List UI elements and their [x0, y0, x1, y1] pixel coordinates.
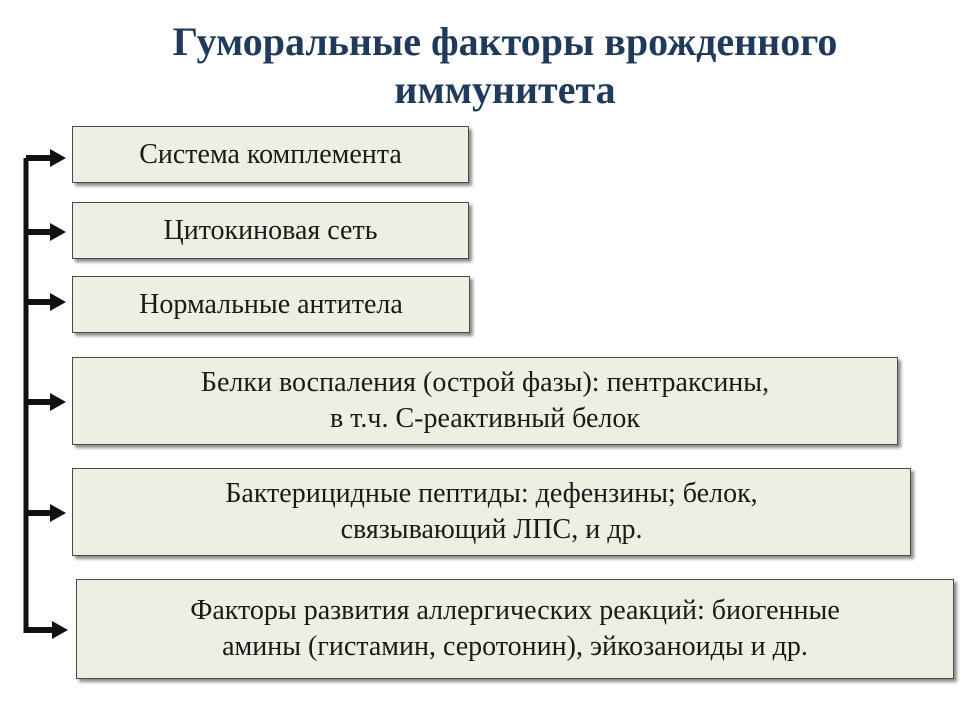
item-label-line-2: связывающий ЛПС, и др.: [340, 514, 643, 545]
item-box-complement-system: [72, 126, 469, 183]
item-box-normal-antibodies: [72, 276, 470, 333]
title-line-1: Гуморальные факторы врожденного: [172, 19, 838, 64]
arrow-to-item-3: [26, 293, 66, 311]
item-box-allergic-reaction-factors: [76, 579, 954, 679]
item-box-acute-phase-proteins: [72, 357, 898, 445]
item-label: Цитокиновая сеть: [163, 214, 378, 246]
item-label: Система комплемента: [139, 138, 402, 170]
arrow-to-item-6: [26, 621, 68, 639]
arrow-to-item-2: [26, 223, 66, 241]
item-box-bactericidal-peptides: [72, 468, 911, 556]
item-label-line-2: в т.ч. С-реактивный белок: [330, 403, 640, 434]
item-box-cytokine-network: [72, 202, 469, 259]
item-label-line-2: амины (гистамин, серотонин), эйкозаноиды и др.: [222, 631, 808, 662]
item-label-line-1: Бактерицидные пептиды: дефензины; белок,: [225, 478, 758, 509]
arrow-to-item-1: [26, 149, 66, 167]
item-label: Нормальные антитела: [139, 288, 403, 320]
arrow-to-item-5: [26, 504, 66, 522]
title-line-2: иммунитета: [394, 67, 616, 112]
item-label-line-1: Факторы развития аллергических реакций: биогенные: [190, 595, 840, 626]
item-label-line-1: Белки воспаления (острой фазы): пентраксины,: [200, 367, 770, 398]
arrow-to-item-4: [26, 393, 66, 411]
